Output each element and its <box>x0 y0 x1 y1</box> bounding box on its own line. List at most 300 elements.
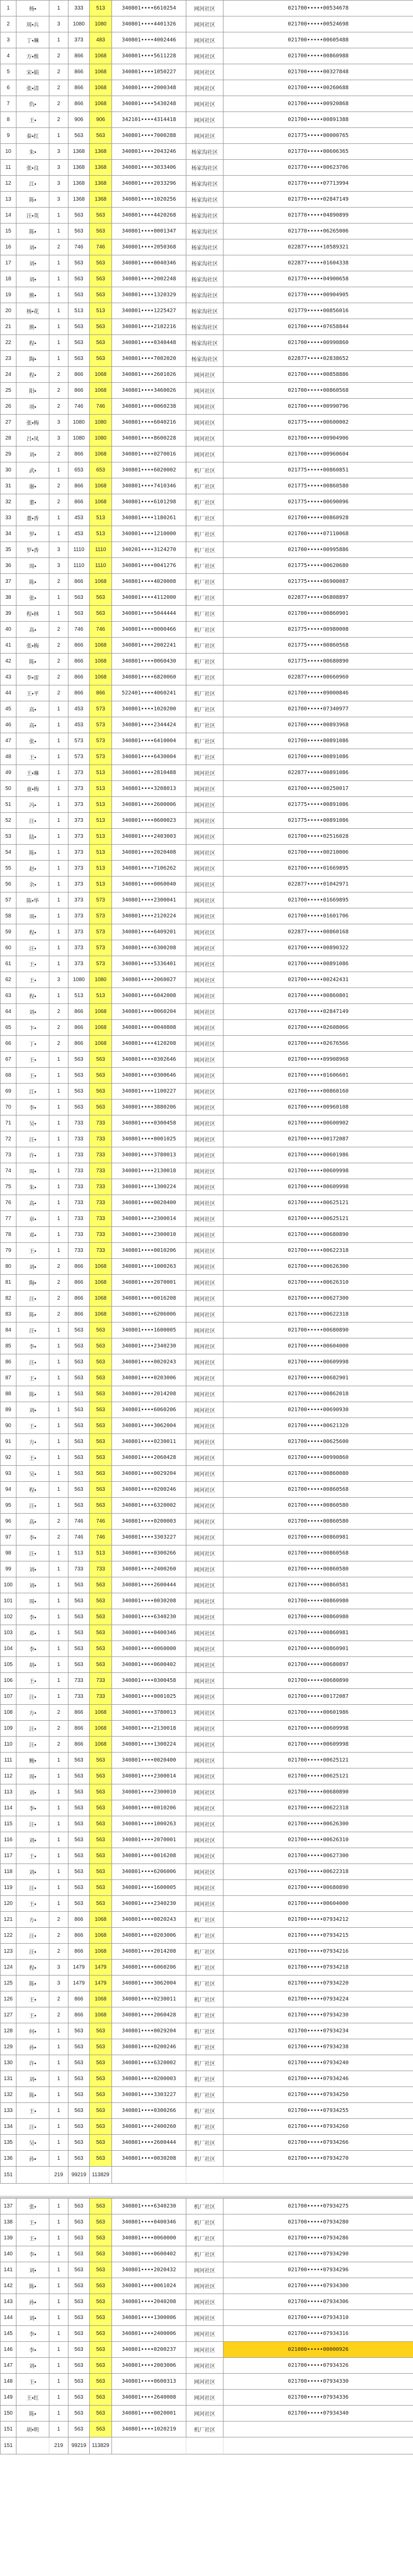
household-count: 2 <box>49 1928 68 1944</box>
household-count: 1 <box>49 1625 68 1641</box>
subsidy-value: 513 <box>90 1545 112 1561</box>
household-count: 1 <box>49 526 68 542</box>
subsidy-value: 563 <box>90 2342 112 2358</box>
community-name: 网河社区 <box>186 1227 223 1243</box>
household-count: 1 <box>49 224 68 239</box>
person-name: 许• <box>16 2055 49 2071</box>
subsidy-value: 483 <box>90 32 112 48</box>
household-count: 1 <box>49 956 68 972</box>
phone-number: 021775•••••00891086 <box>223 797 413 813</box>
phone-number: 021700•••••00891086 <box>223 749 413 765</box>
person-name: 秦•红 <box>16 128 49 144</box>
person-name: 王• <box>16 1991 49 2007</box>
phone-number: 021700•••••00860080 <box>223 1466 413 1482</box>
amount-value: 563 <box>68 1498 90 1514</box>
row-index: 16 <box>1 239 16 255</box>
subsidy-value: 733 <box>90 1147 112 1163</box>
amount-value: 866 <box>68 1291 90 1307</box>
subsidy-value: 513 <box>90 988 112 1004</box>
person-name: 陈• <box>16 2087 49 2103</box>
table-row <box>1 1721 413 1737</box>
phone-number: 021700•••••07934340 <box>223 2406 413 2422</box>
id-number: 340801••••6040216 <box>112 415 186 431</box>
subsidy-value: 563 <box>90 606 112 622</box>
person-name: 王• <box>16 1896 49 1912</box>
subsidy-value: 1068 <box>90 1020 112 1036</box>
household-count: 2 <box>49 622 68 638</box>
household-count: 1 <box>49 1768 68 1784</box>
table-row <box>1 2055 413 2071</box>
amount-value: 866 <box>68 80 90 96</box>
subsidy-value: 513 <box>90 510 112 526</box>
subsidy-value: 513 <box>90 813 112 829</box>
amount-value: 563 <box>68 2422 90 2437</box>
row-index: 140 <box>1 2246 16 2262</box>
id-number: 340801••••0030208 <box>112 2151 186 2167</box>
community-name: 网河社区 <box>186 446 223 462</box>
community-name: 网河社区 <box>186 1259 223 1275</box>
community-name: 网河社区 <box>186 1147 223 1163</box>
subsidy-value: 1068 <box>90 1004 112 1020</box>
amount-value: 563 <box>68 1354 90 1370</box>
row-index: 61 <box>1 956 16 972</box>
household-count: 1 <box>49 2039 68 2055</box>
household-count: 1 <box>49 861 68 877</box>
phone-number: 021700•••••00250017 <box>223 781 413 797</box>
phone-number: 021770•••••07713994 <box>223 176 413 192</box>
id-number: 340801••••5430248 <box>112 96 186 112</box>
household-count: 2 <box>49 2007 68 2023</box>
amount-value: 373 <box>68 908 90 924</box>
amount-value: 563 <box>68 2039 90 2055</box>
phone-number: 021700•••••00860580 <box>223 1498 413 1514</box>
id-number: 340801••••6430004 <box>112 749 186 765</box>
household-count: 2 <box>49 399 68 415</box>
household-count: 1 <box>49 2199 68 2214</box>
amount-value: 1080 <box>68 415 90 431</box>
amount-value: 733 <box>68 1689 90 1705</box>
person-name: 张• <box>16 590 49 606</box>
subsidy-value: 1068 <box>90 669 112 685</box>
household-count: 2 <box>49 1530 68 1545</box>
subsidy-value: 1368 <box>90 192 112 208</box>
subsidy-value: 513 <box>90 877 112 892</box>
subsidy-value: 563 <box>90 1386 112 1402</box>
person-name: 陈• <box>16 574 49 590</box>
id-number: 340801••••6206006 <box>112 1307 186 1323</box>
phone-number: 021775•••••00680890 <box>223 654 413 669</box>
amount-value: 563 <box>68 2294 90 2310</box>
amount-value: 513 <box>68 303 90 319</box>
empty-cell <box>186 2437 223 2454</box>
amount-value: 563 <box>68 1864 90 1880</box>
table-row <box>1 1338 413 1354</box>
subsidy-value: 563 <box>90 2023 112 2039</box>
table-row <box>1 685 413 701</box>
table-row <box>1 367 413 383</box>
id-number: 340801••••2344424 <box>112 717 186 733</box>
id-number: 340801••••1100227 <box>112 1084 186 1100</box>
subsidy-value: 1068 <box>90 1928 112 1944</box>
subsidy-value: 563 <box>90 319 112 335</box>
amount-value: 563 <box>68 2246 90 2262</box>
household-count: 2 <box>49 1991 68 2007</box>
amount-value: 373 <box>68 32 90 48</box>
household-count: 2 <box>49 1291 68 1307</box>
person-name: 汪• <box>16 1689 49 1705</box>
table-row <box>1 2103 413 2119</box>
amount-value: 563 <box>68 2358 90 2374</box>
row-index: 86 <box>1 1354 16 1370</box>
table-row <box>1 590 413 606</box>
id-number: 340801••••1180261 <box>112 510 186 526</box>
person-name: 汪• <box>16 1131 49 1147</box>
subsidy-value: 733 <box>90 1211 112 1227</box>
community-name: 机厂社区 <box>186 2087 223 2103</box>
person-name: 胡• <box>16 1657 49 1673</box>
row-index: 96 <box>1 1514 16 1530</box>
row-index: 84 <box>1 1323 16 1338</box>
community-name: 网河社区 <box>186 367 223 383</box>
person-name: 方• <box>16 1705 49 1721</box>
table-row <box>1 128 413 144</box>
household-count: 1 <box>49 1848 68 1864</box>
table-row <box>1 1944 413 1960</box>
subsidy-value: 1068 <box>90 383 112 399</box>
subsidy-value: 563 <box>90 2214 112 2230</box>
row-index: 36 <box>1 558 16 574</box>
household-count: 1 <box>49 1753 68 1768</box>
row-index: 9 <box>1 128 16 144</box>
phone-number: 021700•••••00609998 <box>223 1354 413 1370</box>
subsidy-value: 513 <box>90 797 112 813</box>
id-number: 340801••••2070001 <box>112 1832 186 1848</box>
subsidy-value: 1068 <box>90 1291 112 1307</box>
table-row <box>1 701 413 717</box>
subsidy-value: 563 <box>90 1593 112 1609</box>
row-index: 74 <box>1 1163 16 1179</box>
person-name: 王•平 <box>16 685 49 701</box>
id-number: 340801••••4120208 <box>112 1036 186 1052</box>
subsidy-value: 563 <box>90 1466 112 1482</box>
id-number: 340801••••0001347 <box>112 224 186 239</box>
person-name: 程• <box>16 988 49 1004</box>
subsidy-value: 563 <box>90 1323 112 1338</box>
row-index: 27 <box>1 415 16 431</box>
household-count: 1 <box>49 2023 68 2039</box>
amount-value: 1110 <box>68 558 90 574</box>
subsidy-value: 563 <box>90 1768 112 1784</box>
row-index: 144 <box>1 2310 16 2326</box>
phone-number: 021700•••••00680890 <box>223 1227 413 1243</box>
table-row <box>1 574 413 590</box>
household-count: 1 <box>49 2262 68 2278</box>
empty-cell <box>16 2167 49 2184</box>
table-row <box>1 112 413 128</box>
phone-number: 021700•••••02608066 <box>223 1020 413 1036</box>
phone-number: 021700•••••02516028 <box>223 829 413 845</box>
community-name: 网河社区 <box>186 1163 223 1179</box>
household-count: 1 <box>49 813 68 829</box>
household-count: 2 <box>49 1020 68 1036</box>
id-number: 340801••••0203006 <box>112 1928 186 1944</box>
id-number: 340801••••0000466 <box>112 622 186 638</box>
id-number: 340801••••1600005 <box>112 1323 186 1338</box>
row-index: 53 <box>1 829 16 845</box>
table-row <box>1 192 413 208</box>
community-name: 网河社区 <box>186 1530 223 1545</box>
amount-value: 1368 <box>68 176 90 192</box>
row-index: 73 <box>1 1147 16 1163</box>
person-name: 张• <box>16 2199 49 2214</box>
person-name: 汪• <box>16 1928 49 1944</box>
phone-number: 021700•••••00860901 <box>223 606 413 622</box>
table-row <box>1 271 413 287</box>
row-index: 122 <box>1 1928 16 1944</box>
community-name: 机厂社区 <box>186 622 223 638</box>
id-number: 340801••••0060238 <box>112 399 186 415</box>
subsidy-value: 563 <box>90 2055 112 2071</box>
person-name: 孙• <box>16 2294 49 2310</box>
phone-number: 021770•••••02847149 <box>223 192 413 208</box>
community-name: 网河社区 <box>186 1705 223 1721</box>
community-name: 杨家沟社区 <box>186 319 223 335</box>
person-name: 王• <box>16 1673 49 1689</box>
empty-cell <box>223 2437 413 2454</box>
community-name: 网河社区 <box>186 1848 223 1864</box>
household-count: 1 <box>49 2214 68 2230</box>
table-row <box>1 2119 413 2135</box>
amount-value: 1110 <box>68 542 90 558</box>
subsidy-value: 563 <box>90 128 112 144</box>
person-name: 方• <box>16 1912 49 1928</box>
phone-number: 021700•••••01601706 <box>223 908 413 924</box>
table-row <box>1 2246 413 2262</box>
subsidy-value: 563 <box>90 2151 112 2167</box>
phone-number: 021700•••••00260688 <box>223 80 413 96</box>
id-number: 340801••••2020432 <box>112 2262 186 2278</box>
table-row <box>1 1928 413 1944</box>
person-name: 项• <box>16 908 49 924</box>
community-name: 网河社区 <box>186 1768 223 1784</box>
household-count: 1 <box>49 1545 68 1561</box>
person-name: 李• <box>16 2326 49 2342</box>
household-count: 1 <box>49 1131 68 1147</box>
community-name: 网河社区 <box>186 2262 223 2278</box>
phone-number: 021700•••••00904906 <box>223 431 413 446</box>
community-name: 机厂社区 <box>186 749 223 765</box>
household-count: 1 <box>49 1800 68 1816</box>
id-number: 340801••••2600444 <box>112 2135 186 2151</box>
table-row <box>1 749 413 765</box>
row-index: 67 <box>1 1052 16 1068</box>
person-name: 江• <box>16 1084 49 1100</box>
row-index: 101 <box>1 1593 16 1609</box>
person-name: 王• <box>16 749 49 765</box>
id-number: 340801••••2300014 <box>112 1211 186 1227</box>
row-index: 54 <box>1 845 16 861</box>
community-name: 机厂社区 <box>186 2214 223 2230</box>
table-row <box>1 1131 413 1147</box>
person-name: 刘• <box>16 2310 49 2326</box>
subsidy-value: 563 <box>90 1450 112 1466</box>
phone-number: 021700•••••07110068 <box>223 526 413 542</box>
community-name: 网河社区 <box>186 64 223 80</box>
row-index: 26 <box>1 399 16 415</box>
table-row <box>1 1227 413 1243</box>
phone-number: 021779•••••00856016 <box>223 303 413 319</box>
household-count: 1 <box>49 1641 68 1657</box>
table-row <box>1 287 413 303</box>
id-number: 340801••••4002446 <box>112 32 186 48</box>
row-index: 38 <box>1 590 16 606</box>
id-number: 340801••••2130018 <box>112 1721 186 1737</box>
subsidy-value: 746 <box>90 1514 112 1530</box>
amount-value: 733 <box>68 1179 90 1195</box>
amount-value: 563 <box>68 2055 90 2071</box>
phone-number: 021770•••••00904905 <box>223 287 413 303</box>
id-number: 340801••••0060000 <box>112 1641 186 1657</box>
amount-value: 563 <box>68 1768 90 1784</box>
amount-value: 573 <box>68 749 90 765</box>
id-number: 340801••••2640008 <box>112 2390 186 2406</box>
phone-number: 021700•••••00626300 <box>223 1259 413 1275</box>
household-count: 1 <box>49 1147 68 1163</box>
household-count: 1 <box>49 2135 68 2151</box>
phone-number: 021700•••••07934290 <box>223 2246 413 2262</box>
amount-value: 563 <box>68 1800 90 1816</box>
id-number: 340801••••0041276 <box>112 558 186 574</box>
person-name: 张•梅 <box>16 638 49 654</box>
person-name: 朱• <box>16 144 49 160</box>
row-index: 107 <box>1 1689 16 1705</box>
subsidy-value: 1068 <box>90 638 112 654</box>
table-row <box>1 1816 413 1832</box>
id-number: 340801••••0020243 <box>112 1912 186 1928</box>
row-index: 119 <box>1 1880 16 1896</box>
phone-number: 021700•••••07934316 <box>223 2326 413 2342</box>
row-index: 56 <box>1 877 16 892</box>
amount-value: 1080 <box>68 16 90 32</box>
community-name: 机厂社区 <box>186 1991 223 2007</box>
community-name: 网河社区 <box>186 1864 223 1880</box>
person-name: 刘• <box>16 2071 49 2087</box>
phone-number: 021700•••••00627300 <box>223 1848 413 1864</box>
household-count: 2 <box>49 574 68 590</box>
row-index: 37 <box>1 574 16 590</box>
id-number: 340801••••4401326 <box>112 16 186 32</box>
id-number: 340801••••2014208 <box>112 1944 186 1960</box>
table-row <box>1 2262 413 2278</box>
household-count: 2 <box>49 80 68 96</box>
subsidy-value: 1068 <box>90 80 112 96</box>
subsidy-value: 733 <box>90 1179 112 1195</box>
id-number: 340801••••1320329 <box>112 287 186 303</box>
subsidy-value: 573 <box>90 733 112 749</box>
table-row <box>1 2278 413 2294</box>
subsidy-value: 563 <box>90 1370 112 1386</box>
id-number: 340801••••0060430 <box>112 654 186 669</box>
subsidy-value: 563 <box>90 1482 112 1498</box>
community-name: 机厂社区 <box>186 590 223 606</box>
person-name: 李• <box>16 1100 49 1115</box>
household-count: 1 <box>49 2326 68 2342</box>
community-name: 网河社区 <box>186 1721 223 1737</box>
empty-cell <box>223 2167 413 2184</box>
subsidy-value: 563 <box>90 208 112 224</box>
phone-number: 022877•••••01604338 <box>223 255 413 271</box>
id-number: 340801••••7002020 <box>112 351 186 367</box>
subsidy-value: 1068 <box>90 64 112 80</box>
community-name: 网河社区 <box>186 1577 223 1593</box>
subsidy-value: 1080 <box>90 431 112 446</box>
person-name: 陈• <box>16 1307 49 1323</box>
household-count: 1 <box>49 701 68 717</box>
id-number: 340801••••2050368 <box>112 239 186 255</box>
table-row <box>1 765 413 781</box>
community-name: 机厂社区 <box>186 2119 223 2135</box>
subsidy-value: 563 <box>90 1816 112 1832</box>
amount-value: 866 <box>68 1307 90 1323</box>
row-index: 55 <box>1 861 16 877</box>
household-count: 3 <box>49 542 68 558</box>
phone-number: 022877•••••02838652 <box>223 351 413 367</box>
row-index: 47 <box>1 733 16 749</box>
community-name: 网河社区 <box>186 48 223 64</box>
person-name: 王• <box>16 1068 49 1084</box>
subsidy-value: 513 <box>90 526 112 542</box>
row-index: 89 <box>1 1402 16 1418</box>
amount-value: 746 <box>68 622 90 638</box>
household-count: 1 <box>49 781 68 797</box>
community-name: 网河社区 <box>186 813 223 829</box>
community-name: 网河社区 <box>186 829 223 845</box>
table-row <box>1 669 413 685</box>
person-name: 刘• <box>16 255 49 271</box>
table-row <box>1 2039 413 2055</box>
community-name: 机厂社区 <box>186 1944 223 1960</box>
household-count: 1 <box>49 271 68 287</box>
subsidy-value: 563 <box>90 2358 112 2374</box>
row-index: 91 <box>1 1434 16 1450</box>
phone-number: 021700•••••07934306 <box>223 2294 413 2310</box>
community-name: 杨家沟社区 <box>186 303 223 319</box>
phone-number: 021700•••••00860568 <box>223 1545 413 1561</box>
amount-value: 563 <box>68 1657 90 1673</box>
subsidy-value: 733 <box>90 1673 112 1689</box>
row-index: 111 <box>1 1753 16 1768</box>
person-name: 陈• <box>16 2406 49 2422</box>
person-name: 陈• <box>16 1976 49 1991</box>
community-name: 杨家沟社区 <box>186 208 223 224</box>
table-row <box>1 1689 413 1705</box>
household-count: 2 <box>49 48 68 64</box>
person-name: 汪• <box>16 1737 49 1753</box>
subsidy-value: 573 <box>90 701 112 717</box>
amount-value: 866 <box>68 1721 90 1737</box>
id-number: 340801••••1000263 <box>112 1259 186 1275</box>
amount-value: 733 <box>68 1163 90 1179</box>
table-row <box>1 813 413 829</box>
amount-value: 563 <box>68 2151 90 2167</box>
amount-value: 563 <box>68 1609 90 1625</box>
subsidy-value: 563 <box>90 351 112 367</box>
phone-number: 021700•••••07934216 <box>223 1944 413 1960</box>
id-number: 340801••••6340230 <box>112 2199 186 2214</box>
person-name: 陶• <box>16 351 49 367</box>
table-row <box>1 1100 413 1115</box>
household-count: 2 <box>49 1259 68 1275</box>
